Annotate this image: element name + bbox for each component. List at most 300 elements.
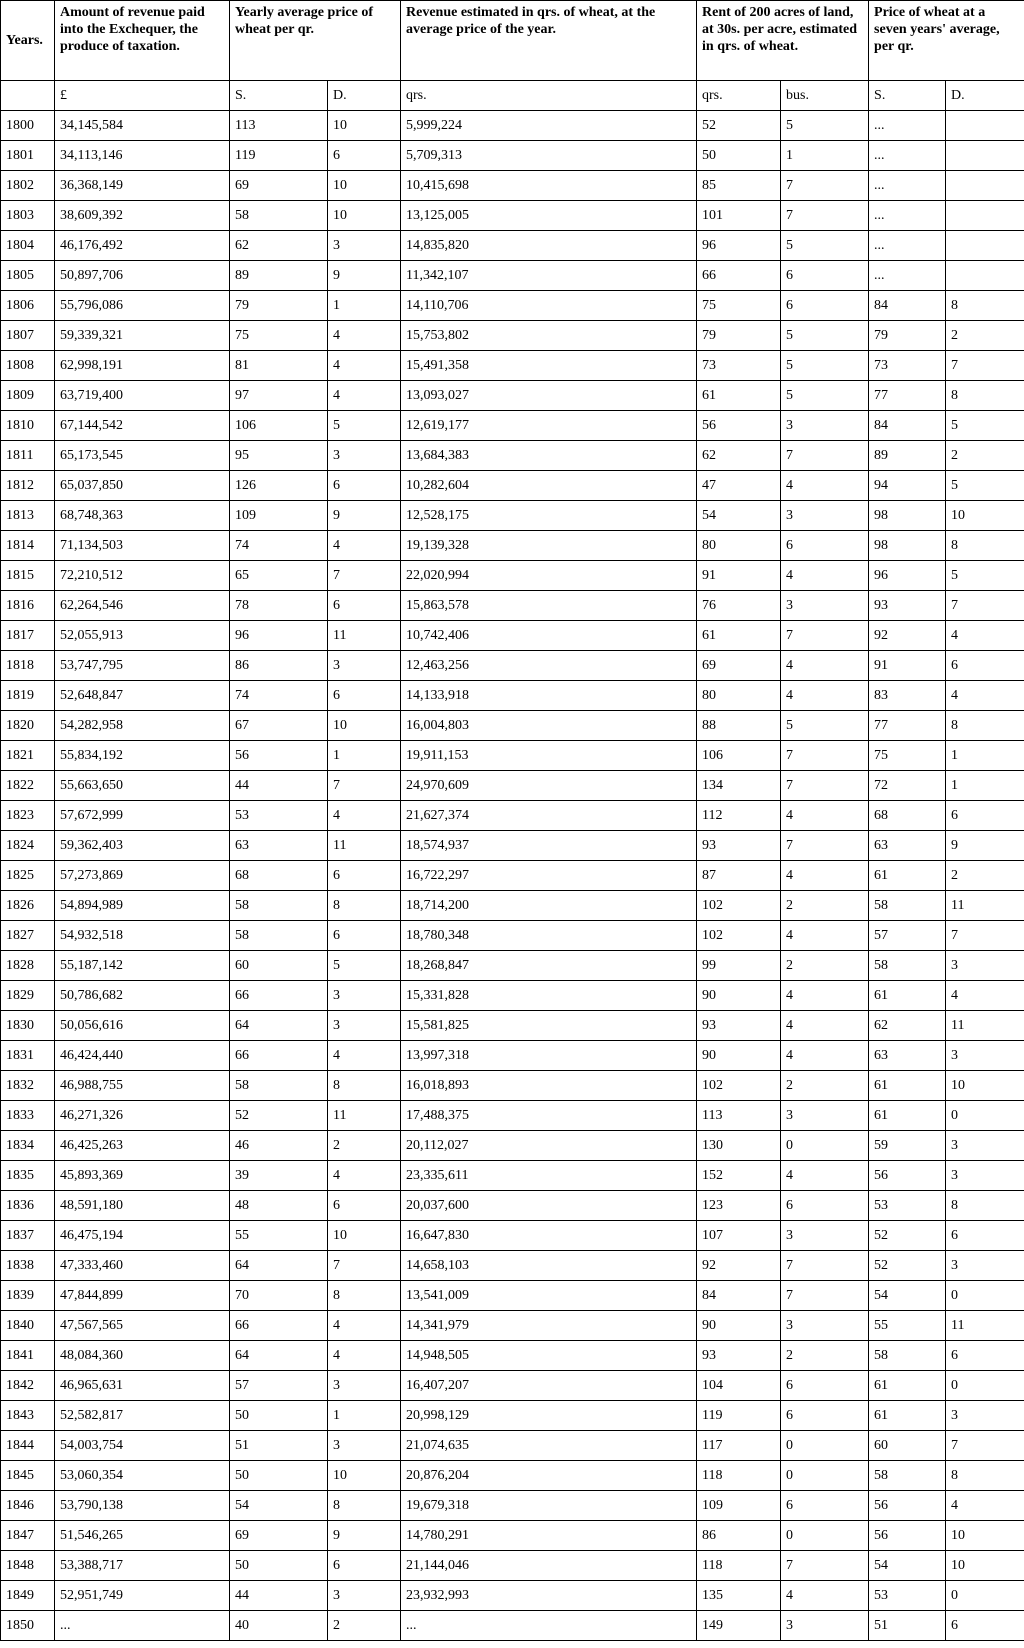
table-cell: 22,020,994 bbox=[401, 561, 697, 591]
table-cell: 84 bbox=[869, 291, 946, 321]
table-cell: 10 bbox=[328, 201, 401, 231]
table-cell: 77 bbox=[869, 381, 946, 411]
table-cell: 44 bbox=[230, 1581, 328, 1611]
table-cell: 10 bbox=[946, 1551, 1024, 1581]
year-cell: 1801 bbox=[1, 141, 55, 171]
table-cell: 93 bbox=[869, 591, 946, 621]
table-cell: 34,113,146 bbox=[55, 141, 230, 171]
table-row bbox=[1, 711, 1024, 741]
table-cell: ... bbox=[401, 1611, 697, 1641]
header-yearly-price: Yearly average price of wheat per qr. bbox=[230, 1, 401, 81]
year-cell: 1814 bbox=[1, 531, 55, 561]
table-cell: 54 bbox=[697, 501, 781, 531]
table-cell: ... bbox=[55, 1611, 230, 1641]
table-cell: 90 bbox=[697, 1311, 781, 1341]
table-cell: 87 bbox=[697, 861, 781, 891]
table-cell: 77 bbox=[869, 711, 946, 741]
year-cell: 1835 bbox=[1, 1161, 55, 1191]
table-cell: 94 bbox=[869, 471, 946, 501]
table-cell: 61 bbox=[869, 981, 946, 1011]
table-cell: 86 bbox=[230, 651, 328, 681]
table-cell: 21,627,374 bbox=[401, 801, 697, 831]
table-row bbox=[1, 1041, 1024, 1071]
table-cell: 4 bbox=[781, 1581, 869, 1611]
table-cell: 101 bbox=[697, 201, 781, 231]
table-cell: 46,988,755 bbox=[55, 1071, 230, 1101]
table-cell: 14,948,505 bbox=[401, 1341, 697, 1371]
table-cell: 68,748,363 bbox=[55, 501, 230, 531]
table-row bbox=[1, 771, 1024, 801]
table-cell: 58 bbox=[869, 1341, 946, 1371]
table-cell bbox=[946, 111, 1024, 141]
table-cell: 2 bbox=[328, 1131, 401, 1161]
table-cell: 3 bbox=[781, 1311, 869, 1341]
table-cell: 20,998,129 bbox=[401, 1401, 697, 1431]
table-cell: 10 bbox=[328, 1461, 401, 1491]
table-cell: 6 bbox=[328, 141, 401, 171]
table-row bbox=[1, 1551, 1024, 1581]
unit-cell: D. bbox=[946, 81, 1024, 111]
table-cell: 3 bbox=[946, 1041, 1024, 1071]
year-cell: 1832 bbox=[1, 1071, 55, 1101]
table-cell: 53,747,795 bbox=[55, 651, 230, 681]
table-cell: ... bbox=[869, 261, 946, 291]
table-cell: 9 bbox=[328, 501, 401, 531]
table-cell: 44 bbox=[230, 771, 328, 801]
table-cell: 75 bbox=[697, 291, 781, 321]
table-cell: 76 bbox=[697, 591, 781, 621]
table-row bbox=[1, 1221, 1024, 1251]
table-cell: 21,074,635 bbox=[401, 1431, 697, 1461]
table-cell: 93 bbox=[697, 831, 781, 861]
table-cell: 7 bbox=[946, 351, 1024, 381]
table-row bbox=[1, 1131, 1024, 1161]
table-cell: 61 bbox=[697, 381, 781, 411]
table-cell: 53 bbox=[869, 1581, 946, 1611]
table-cell: 3 bbox=[946, 1131, 1024, 1161]
table-cell: 0 bbox=[781, 1131, 869, 1161]
table-cell: 16,018,893 bbox=[401, 1071, 697, 1101]
table-cell: 1 bbox=[328, 291, 401, 321]
table-cell: 119 bbox=[230, 141, 328, 171]
table-cell: 4 bbox=[781, 981, 869, 1011]
table-cell: 3 bbox=[946, 951, 1024, 981]
table-cell: 3 bbox=[946, 1251, 1024, 1281]
table-cell: 106 bbox=[697, 741, 781, 771]
table-cell: 2 bbox=[781, 1341, 869, 1371]
table-cell: 52 bbox=[869, 1251, 946, 1281]
table-cell: 5 bbox=[328, 951, 401, 981]
table-cell: 72 bbox=[869, 771, 946, 801]
table-cell: 3 bbox=[328, 231, 401, 261]
table-row bbox=[1, 1191, 1024, 1221]
table-cell: 84 bbox=[697, 1281, 781, 1311]
year-cell: 1822 bbox=[1, 771, 55, 801]
table-cell: 10 bbox=[946, 501, 1024, 531]
table-cell: 6 bbox=[328, 471, 401, 501]
table-cell: 58 bbox=[230, 1071, 328, 1101]
table-row bbox=[1, 861, 1024, 891]
table-row bbox=[1, 351, 1024, 381]
table-cell: 4 bbox=[328, 1161, 401, 1191]
table-cell: 118 bbox=[697, 1461, 781, 1491]
year-cell: 1841 bbox=[1, 1341, 55, 1371]
table-cell: 7 bbox=[781, 831, 869, 861]
table-cell: 10 bbox=[946, 1521, 1024, 1551]
table-cell: 96 bbox=[697, 231, 781, 261]
table-cell: 61 bbox=[869, 861, 946, 891]
table-cell: 16,722,297 bbox=[401, 861, 697, 891]
table-cell: 86 bbox=[697, 1521, 781, 1551]
unit-cell: bus. bbox=[781, 81, 869, 111]
table-cell: 4 bbox=[781, 681, 869, 711]
table-cell: 4 bbox=[781, 561, 869, 591]
year-cell: 1829 bbox=[1, 981, 55, 1011]
table-cell: 7 bbox=[946, 1431, 1024, 1461]
year-cell: 1847 bbox=[1, 1521, 55, 1551]
table-cell: 3 bbox=[781, 1101, 869, 1131]
table-row bbox=[1, 141, 1024, 171]
table-cell: 7 bbox=[781, 741, 869, 771]
table-row bbox=[1, 921, 1024, 951]
table-cell: 135 bbox=[697, 1581, 781, 1611]
table-cell: 47,567,565 bbox=[55, 1311, 230, 1341]
table-cell: ... bbox=[869, 231, 946, 261]
year-cell: 1808 bbox=[1, 351, 55, 381]
table-cell: 50,897,706 bbox=[55, 261, 230, 291]
unit-cell: S. bbox=[230, 81, 328, 111]
table-cell: 21,144,046 bbox=[401, 1551, 697, 1581]
table-cell: 15,753,802 bbox=[401, 321, 697, 351]
year-cell: 1806 bbox=[1, 291, 55, 321]
table-cell: 13,093,027 bbox=[401, 381, 697, 411]
header-row bbox=[1, 1, 1024, 81]
table-cell: 99 bbox=[697, 951, 781, 981]
table-cell: 109 bbox=[697, 1491, 781, 1521]
year-cell: 1817 bbox=[1, 621, 55, 651]
table-row bbox=[1, 741, 1024, 771]
table-cell: 112 bbox=[697, 801, 781, 831]
table-cell: 16,647,830 bbox=[401, 1221, 697, 1251]
table-cell: 4 bbox=[328, 1041, 401, 1071]
table-row bbox=[1, 471, 1024, 501]
table-cell: 78 bbox=[230, 591, 328, 621]
table-cell: 14,341,979 bbox=[401, 1311, 697, 1341]
table-cell: 14,780,291 bbox=[401, 1521, 697, 1551]
table-cell: 92 bbox=[697, 1251, 781, 1281]
table-cell: 56 bbox=[869, 1521, 946, 1551]
year-cell: 1819 bbox=[1, 681, 55, 711]
table-cell: 51 bbox=[230, 1431, 328, 1461]
table-cell: 3 bbox=[328, 1581, 401, 1611]
table-cell: ... bbox=[869, 111, 946, 141]
table-cell: 46 bbox=[230, 1131, 328, 1161]
table-cell: 109 bbox=[230, 501, 328, 531]
table-cell: 12,463,256 bbox=[401, 651, 697, 681]
table-cell: 6 bbox=[781, 291, 869, 321]
table-row bbox=[1, 1281, 1024, 1311]
table-row bbox=[1, 111, 1024, 141]
table-row bbox=[1, 1611, 1024, 1641]
table-cell: 83 bbox=[869, 681, 946, 711]
table-cell: 6 bbox=[328, 1551, 401, 1581]
table-cell: 58 bbox=[869, 891, 946, 921]
table-cell: 53 bbox=[230, 801, 328, 831]
table-cell: 7 bbox=[328, 771, 401, 801]
table-cell: 15,491,358 bbox=[401, 351, 697, 381]
table-cell: 63 bbox=[869, 831, 946, 861]
table-cell: 134 bbox=[697, 771, 781, 801]
table-row bbox=[1, 501, 1024, 531]
table-cell: 16,407,207 bbox=[401, 1371, 697, 1401]
year-cell: 1821 bbox=[1, 741, 55, 771]
table-cell: 70 bbox=[230, 1281, 328, 1311]
table-cell: 4 bbox=[781, 801, 869, 831]
table-cell: 3 bbox=[781, 1611, 869, 1641]
table-cell: 130 bbox=[697, 1131, 781, 1161]
table-cell: 46,424,440 bbox=[55, 1041, 230, 1071]
table-cell: 50 bbox=[230, 1461, 328, 1491]
year-cell: 1812 bbox=[1, 471, 55, 501]
table-cell: 8 bbox=[328, 1281, 401, 1311]
table-cell: 63 bbox=[869, 1041, 946, 1071]
table-cell: 5 bbox=[781, 381, 869, 411]
table-cell: 3 bbox=[946, 1161, 1024, 1191]
table-cell: 8 bbox=[946, 291, 1024, 321]
table-cell: ... bbox=[869, 201, 946, 231]
table-cell: 54,894,989 bbox=[55, 891, 230, 921]
table-cell: 58 bbox=[230, 201, 328, 231]
table-cell: 63 bbox=[230, 831, 328, 861]
table-cell: 6 bbox=[781, 261, 869, 291]
table-cell: 65 bbox=[230, 561, 328, 591]
table-cell: 95 bbox=[230, 441, 328, 471]
table-row bbox=[1, 1071, 1024, 1101]
table-cell: 4 bbox=[946, 621, 1024, 651]
table-cell: 55,796,086 bbox=[55, 291, 230, 321]
table-cell: 4 bbox=[781, 1161, 869, 1191]
table-cell: 6 bbox=[946, 651, 1024, 681]
table-cell: 34,145,584 bbox=[55, 111, 230, 141]
table-row bbox=[1, 621, 1024, 651]
table-row bbox=[1, 801, 1024, 831]
table-cell: 4 bbox=[946, 681, 1024, 711]
header-revenue: Amount of revenue paid into the Exchequer, the produce of taxation. bbox=[55, 1, 230, 81]
table-cell: 0 bbox=[781, 1431, 869, 1461]
table-cell: 23,932,993 bbox=[401, 1581, 697, 1611]
table-cell: 60 bbox=[869, 1431, 946, 1461]
table-cell: 61 bbox=[869, 1071, 946, 1101]
table-cell: 6 bbox=[781, 1491, 869, 1521]
year-cell: 1846 bbox=[1, 1491, 55, 1521]
table-cell: 10 bbox=[328, 711, 401, 741]
year-cell: 1810 bbox=[1, 411, 55, 441]
year-cell: 1838 bbox=[1, 1251, 55, 1281]
table-cell: 53,388,717 bbox=[55, 1551, 230, 1581]
table-row bbox=[1, 1161, 1024, 1191]
table-row bbox=[1, 531, 1024, 561]
header-rent: Rent of 200 acres of land, at 30s. per acre, estimated in qrs. of wheat. bbox=[697, 1, 869, 81]
year-cell: 1848 bbox=[1, 1551, 55, 1581]
table-cell: 81 bbox=[230, 351, 328, 381]
table-cell: 4 bbox=[328, 531, 401, 561]
table-cell: 53,060,354 bbox=[55, 1461, 230, 1491]
table-cell: 6 bbox=[328, 591, 401, 621]
table-cell bbox=[946, 201, 1024, 231]
table-cell: 7 bbox=[781, 1551, 869, 1581]
table-cell: 64 bbox=[230, 1341, 328, 1371]
year-cell: 1834 bbox=[1, 1131, 55, 1161]
table-cell: 11 bbox=[328, 831, 401, 861]
table-cell: 97 bbox=[230, 381, 328, 411]
table-row bbox=[1, 681, 1024, 711]
table-cell: 8 bbox=[328, 1491, 401, 1521]
table-cell: 48 bbox=[230, 1191, 328, 1221]
table-cell: 58 bbox=[869, 1461, 946, 1491]
table-cell: 68 bbox=[869, 801, 946, 831]
table-cell: 79 bbox=[869, 321, 946, 351]
table-cell: 50 bbox=[230, 1551, 328, 1581]
unit-cell: S. bbox=[869, 81, 946, 111]
table-cell: 8 bbox=[946, 711, 1024, 741]
table-row bbox=[1, 1431, 1024, 1461]
table-row bbox=[1, 891, 1024, 921]
table-cell: 1 bbox=[946, 741, 1024, 771]
unit-cell: D. bbox=[328, 81, 401, 111]
table-cell: 46,475,194 bbox=[55, 1221, 230, 1251]
table-row bbox=[1, 1581, 1024, 1611]
table-cell: 123 bbox=[697, 1191, 781, 1221]
table-cell: 59,339,321 bbox=[55, 321, 230, 351]
year-cell: 1825 bbox=[1, 861, 55, 891]
table-cell: 7 bbox=[781, 201, 869, 231]
table-cell: 19,139,328 bbox=[401, 531, 697, 561]
table-cell: 60 bbox=[230, 951, 328, 981]
table-cell: 10,742,406 bbox=[401, 621, 697, 651]
table-cell: 3 bbox=[328, 1431, 401, 1461]
table-cell: 80 bbox=[697, 531, 781, 561]
table-cell: 54,282,958 bbox=[55, 711, 230, 741]
table-cell: 66 bbox=[697, 261, 781, 291]
table-row bbox=[1, 1101, 1024, 1131]
table-cell: 9 bbox=[946, 831, 1024, 861]
table-cell: 51,546,265 bbox=[55, 1521, 230, 1551]
year-cell: 1828 bbox=[1, 951, 55, 981]
table-cell: 113 bbox=[230, 111, 328, 141]
table-cell: 5 bbox=[781, 711, 869, 741]
year-cell: 1804 bbox=[1, 231, 55, 261]
table-cell: 58 bbox=[230, 891, 328, 921]
table-cell: 98 bbox=[869, 531, 946, 561]
table-cell: 6 bbox=[328, 861, 401, 891]
table-cell: 57,273,869 bbox=[55, 861, 230, 891]
table-cell: 6 bbox=[781, 531, 869, 561]
table-cell: 62,264,546 bbox=[55, 591, 230, 621]
table-cell: 9 bbox=[328, 1521, 401, 1551]
table-cell bbox=[946, 141, 1024, 171]
table-cell: 57,672,999 bbox=[55, 801, 230, 831]
table-cell: 52,951,749 bbox=[55, 1581, 230, 1611]
table-body bbox=[1, 111, 1024, 1641]
table-cell: 6 bbox=[946, 1611, 1024, 1641]
table-cell: 10 bbox=[328, 111, 401, 141]
year-cell: 1840 bbox=[1, 1311, 55, 1341]
table-row bbox=[1, 561, 1024, 591]
table-cell: 14,133,918 bbox=[401, 681, 697, 711]
table-cell: 88 bbox=[697, 711, 781, 741]
table-cell: 18,574,937 bbox=[401, 831, 697, 861]
table-cell: 11 bbox=[328, 621, 401, 651]
table-cell: 55 bbox=[869, 1311, 946, 1341]
table-cell: 5 bbox=[946, 411, 1024, 441]
table-cell: 6 bbox=[781, 1371, 869, 1401]
table-cell: 6 bbox=[328, 921, 401, 951]
year-cell: 1816 bbox=[1, 591, 55, 621]
table-cell: 36,368,149 bbox=[55, 171, 230, 201]
table-cell: 20,112,027 bbox=[401, 1131, 697, 1161]
year-cell: 1807 bbox=[1, 321, 55, 351]
year-cell: 1831 bbox=[1, 1041, 55, 1071]
table-cell: 59 bbox=[869, 1131, 946, 1161]
table-cell: 11 bbox=[946, 891, 1024, 921]
table-cell: 11,342,107 bbox=[401, 261, 697, 291]
table-cell: 4 bbox=[781, 471, 869, 501]
units-row bbox=[1, 81, 1024, 111]
table-cell: 7 bbox=[781, 1281, 869, 1311]
table-cell: 4 bbox=[328, 321, 401, 351]
table-cell: 66 bbox=[230, 1311, 328, 1341]
table-cell: 0 bbox=[946, 1101, 1024, 1131]
table-cell: 92 bbox=[869, 621, 946, 651]
table-cell: 7 bbox=[781, 1251, 869, 1281]
table-cell: 7 bbox=[328, 561, 401, 591]
table-cell: 6 bbox=[946, 1341, 1024, 1371]
table-cell: 18,780,348 bbox=[401, 921, 697, 951]
header-seven-year: Price of wheat at a seven years' average, per qr. bbox=[869, 1, 1024, 81]
table-cell: 117 bbox=[697, 1431, 781, 1461]
header-revenue-wheat: Revenue estimated in qrs. of wheat, at the average price of the year. bbox=[401, 1, 697, 81]
table-cell: 2 bbox=[781, 891, 869, 921]
table-cell: 69 bbox=[230, 1521, 328, 1551]
table-cell: 4 bbox=[328, 381, 401, 411]
table-cell: 1 bbox=[781, 141, 869, 171]
year-cell: 1811 bbox=[1, 441, 55, 471]
table-cell: 6 bbox=[946, 1221, 1024, 1251]
table-cell: 54 bbox=[869, 1281, 946, 1311]
table-cell: 91 bbox=[697, 561, 781, 591]
table-cell: 61 bbox=[869, 1371, 946, 1401]
table-cell: 79 bbox=[230, 291, 328, 321]
year-cell: 1815 bbox=[1, 561, 55, 591]
table-cell: 126 bbox=[230, 471, 328, 501]
year-cell: 1824 bbox=[1, 831, 55, 861]
year-cell: 1826 bbox=[1, 891, 55, 921]
table-cell: 8 bbox=[946, 1191, 1024, 1221]
table-cell: 74 bbox=[230, 531, 328, 561]
table-cell: 3 bbox=[781, 411, 869, 441]
table-cell: 8 bbox=[328, 1071, 401, 1101]
table-cell: 23,335,611 bbox=[401, 1161, 697, 1191]
table-cell: 38,609,392 bbox=[55, 201, 230, 231]
table-cell: 79 bbox=[697, 321, 781, 351]
table-row bbox=[1, 1251, 1024, 1281]
table-cell: 5 bbox=[328, 411, 401, 441]
table-cell: 69 bbox=[230, 171, 328, 201]
year-cell: 1850 bbox=[1, 1611, 55, 1641]
table-cell: 3 bbox=[946, 1401, 1024, 1431]
table-row bbox=[1, 441, 1024, 471]
table-cell: 53,790,138 bbox=[55, 1491, 230, 1521]
